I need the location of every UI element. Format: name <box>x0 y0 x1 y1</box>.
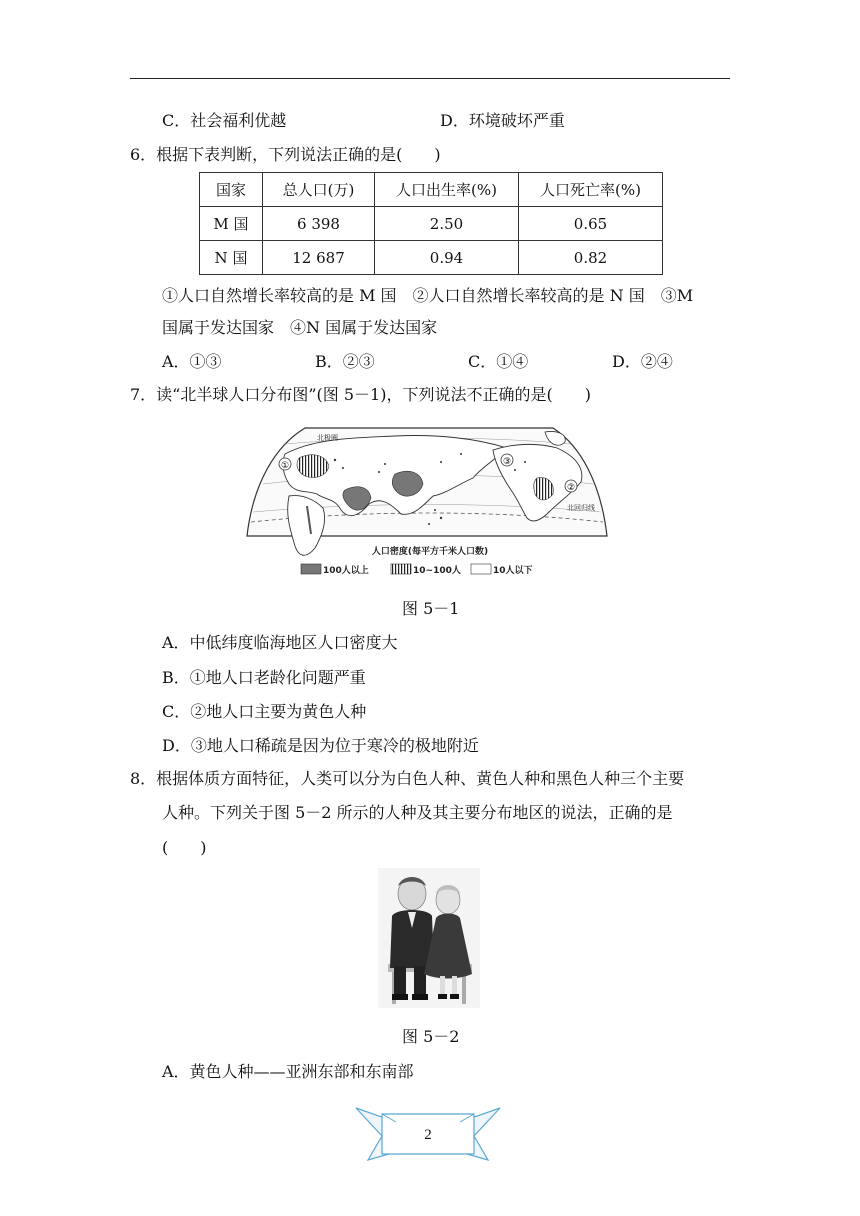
table-row <box>200 241 663 275</box>
population-distribution-map <box>245 424 615 582</box>
q6-statements-line1: ①人口自然增长率较高的是 M 国 ②人口自然增长率较高的是 N 国 ③M <box>162 286 694 305</box>
table-cell: 2.50 <box>375 207 519 241</box>
q6-option-d: D．②④ <box>612 352 673 371</box>
q7-option-a: A．中低纬度临海地区人口密度大 <box>162 633 398 652</box>
q6-stem: 6．根据下表判断，下列说法正确的是( ) <box>130 145 441 164</box>
table-cell: M 国 <box>200 207 263 241</box>
table-cell: 0.94 <box>375 241 519 275</box>
q7-option-d: D．③地人口稀疏是因为位于寒冷的极地附近 <box>162 736 479 755</box>
table-cell: N 国 <box>200 241 263 275</box>
table-header-row <box>200 173 663 207</box>
figure-5-2-caption: 图 5－2 <box>402 1027 460 1046</box>
legend-swatch-sparse <box>471 564 491 574</box>
option-c-prev: C．社会福利优越 <box>162 111 287 130</box>
q7-option-b: B．①地人口老龄化问题严重 <box>162 668 366 687</box>
table-cell: 0.82 <box>519 241 663 275</box>
q8-stem-line3: ( ) <box>162 838 207 857</box>
q6-statements-line2: 国属于发达国家 ④N 国属于发达国家 <box>162 318 438 337</box>
page-number: 2 <box>424 1127 432 1143</box>
table-header-cell: 人口出生率(%) <box>375 173 519 207</box>
arctic-circle-label: 北极圈 <box>317 434 338 442</box>
table-cell: 6 398 <box>263 207 375 241</box>
marker-3-label: ③ <box>502 457 512 467</box>
children-photo <box>378 868 480 1008</box>
legend-swatch-medium <box>391 564 411 574</box>
q8-stem-line1: 8．根据体质方面特征，人类可以分为白色人种、黄色人种和黑色人种三个主要 <box>130 769 685 788</box>
legend-swatch-dense <box>301 564 321 574</box>
q6-option-b: B．②③ <box>315 352 375 371</box>
legend-title: 人口密度(每平方千米人口数) <box>371 547 489 557</box>
q7-stem: 7．读“北半球人口分布图”(图 5－1)，下列说法不正确的是( ) <box>130 385 591 404</box>
q6-option-a: A．①③ <box>162 352 222 371</box>
legend-label-medium: 10~100人 <box>413 566 461 576</box>
table-row <box>200 207 663 241</box>
marker-1-label: ① <box>280 461 290 471</box>
legend-label-sparse: 10人以下 <box>493 566 533 576</box>
q8-stem-line2: 人种。下列关于图 5－2 所示的人种及其主要分布地区的说法，正确的是 <box>162 803 673 822</box>
q6-option-c: C．①④ <box>468 352 529 371</box>
q7-option-c: C．②地人口主要为黄色人种 <box>162 702 367 721</box>
figure-5-1-caption: 图 5－1 <box>402 599 460 618</box>
header-rule <box>130 78 730 79</box>
option-d-prev: D．环境破坏严重 <box>440 111 565 130</box>
table-cell: 12 687 <box>263 241 375 275</box>
table-header-cell: 国家 <box>200 173 263 207</box>
marker-2-label: ② <box>566 483 576 493</box>
q6-data-table <box>199 172 663 275</box>
table-cell: 0.65 <box>519 207 663 241</box>
table-header-cell: 总人口(万) <box>263 173 375 207</box>
q8-option-a: A．黄色人种——亚洲东部和东南部 <box>162 1062 414 1081</box>
africa-landmass <box>288 496 325 556</box>
table-header-cell: 人口死亡率(%) <box>519 173 663 207</box>
tropic-label: 北回归线 <box>567 504 595 512</box>
legend-label-dense: 100人以上 <box>323 566 369 576</box>
